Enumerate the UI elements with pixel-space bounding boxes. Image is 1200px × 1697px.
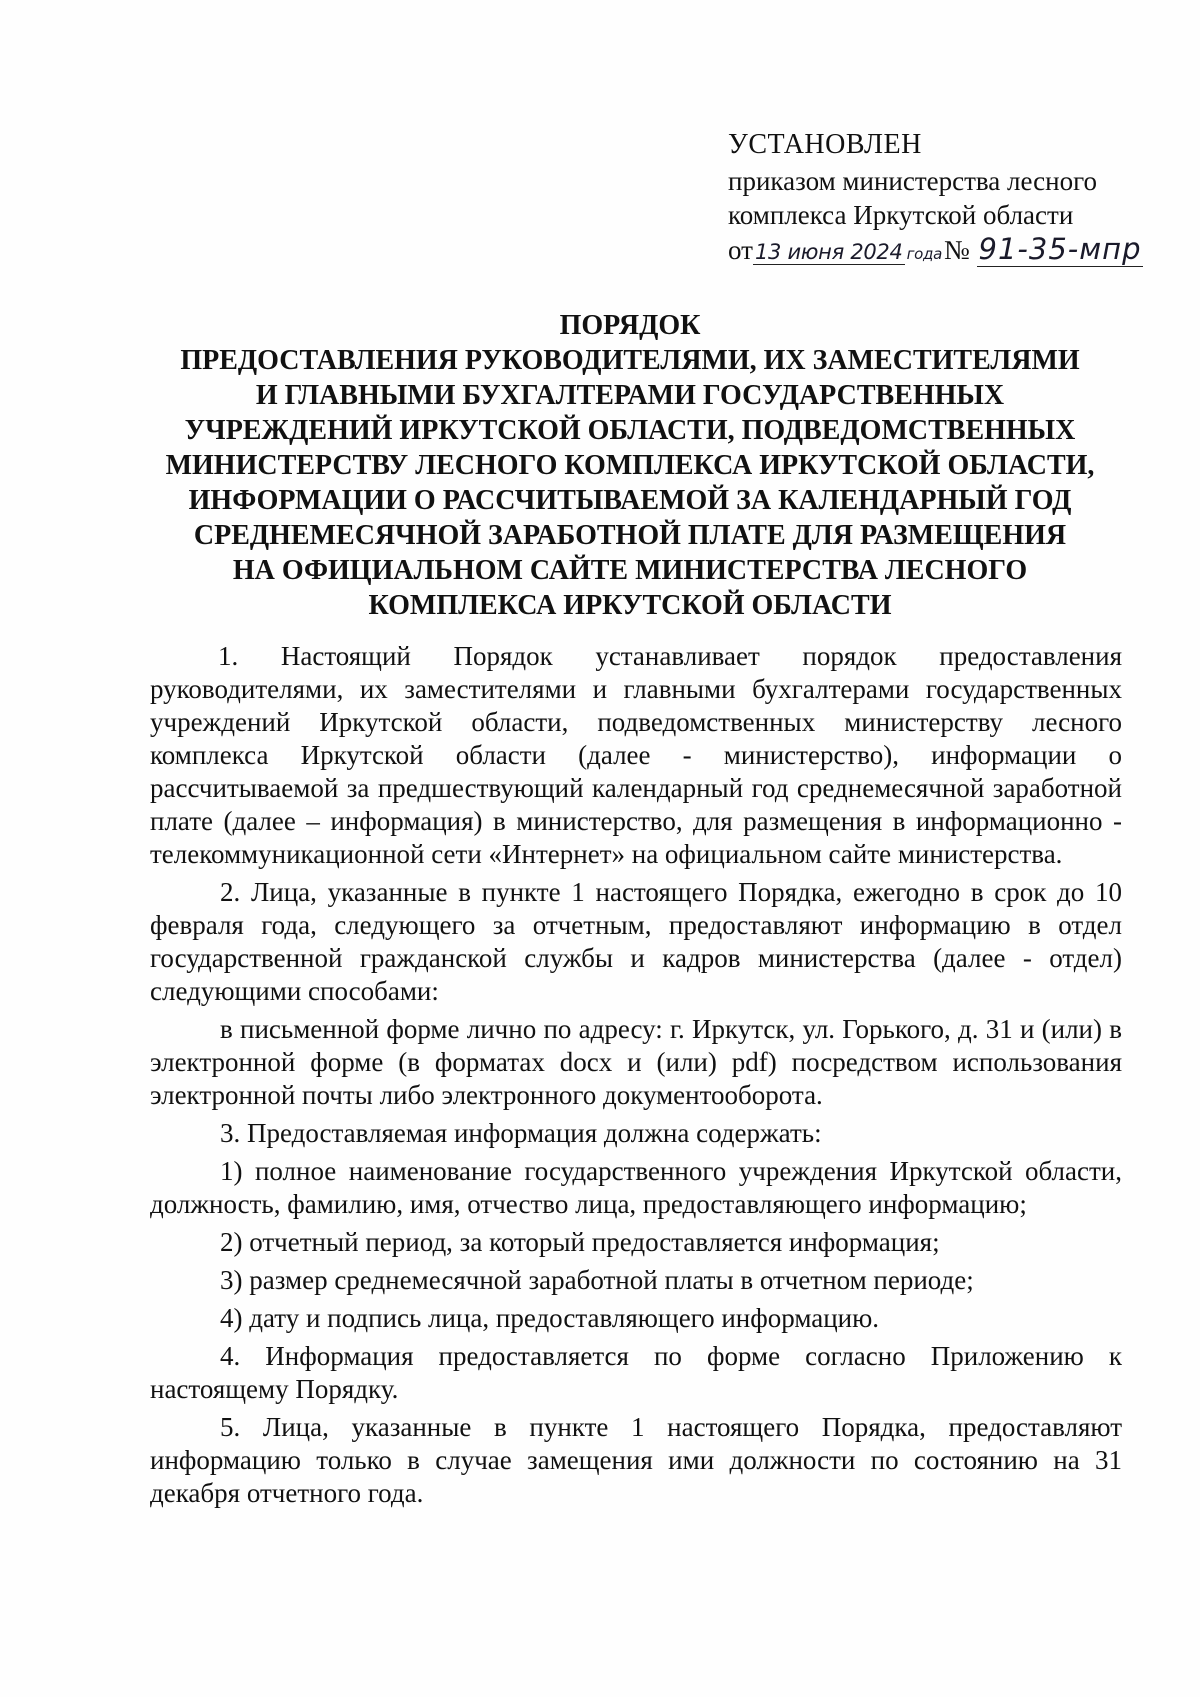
paragraph: 2) отчетный период, за который предоставляется информация; [220, 1227, 940, 1257]
paragraph: 3. Предоставляемая информация должна содержать: [220, 1118, 822, 1148]
paragraph: в письменной форме лично по адресу: г. Иркутск, ул. Горького, д. 31 и (или) в электронной форме (в форматах docx и (или) pdf) посредством использования электронной почты либо электронного документооборота. [150, 1014, 1122, 1110]
paragraph: 5. Лица, указанные в пункте 1 настоящего Порядка, предоставляют информацию только в случае замещения ими должности по состоянию на 31 декабря отчетного года. [150, 1412, 1122, 1508]
title-line: СРЕДНЕМЕСЯЧНОЙ ЗАРАБОТНОЙ ПЛАТЕ ДЛЯ РАЗМЕЩЕНИЯ [193, 520, 1067, 551]
document-body [150, 640, 1122, 1515]
document-title [140, 308, 1120, 623]
title-line: НА ОФИЦИАЛЬНОМ САЙТЕ МИНИСТЕРСТВА ЛЕСНОГО [232, 555, 1028, 586]
approval-line-2: комплекса Иркутской области [728, 200, 1074, 230]
approval-order-line [728, 232, 1168, 271]
handwritten-year-suffix: года [906, 245, 942, 263]
paragraph: 2. Лица, указанные в пункте 1 настоящего Порядка, ежегодно в срок до 10 февраля года, следующего за отчетным, предоставляют информацию в отдел государственной гражданской службы и кадров министерства (далее - отдел) следующими способами: [150, 877, 1122, 1006]
title-line: КОМПЛЕКСА ИРКУТСКОЙ ОБЛАСТИ [368, 590, 892, 621]
paragraph: 4) дату и подпись лица, предоставляющего информацию. [220, 1303, 880, 1333]
title-line: ПРЕДОСТАВЛЕНИЯ РУКОВОДИТЕЛЯМИ, ИХ ЗАМЕСТИТЕЛЯМИ [180, 345, 1080, 376]
title-line: И ГЛАВНЫМИ БУХГАЛТЕРАМИ ГОСУДАРСТВЕННЫХ [255, 380, 1005, 411]
title-line: МИНИСТЕРСТВУ ЛЕСНОГО КОМПЛЕКСА ИРКУТСКОЙ ОБЛАСТИ, [165, 450, 1095, 481]
title-line: ИНФОРМАЦИИ О РАССЧИТЫВАЕМОЙ ЗА КАЛЕНДАРНЫЙ ГОД [188, 485, 1072, 516]
approval-line-1: приказом министерства лесного [728, 166, 1097, 196]
title-line: ПОРЯДОК [559, 310, 701, 341]
handwritten-order-number: 91-35-мпр [978, 232, 1142, 266]
paragraph: 3) размер среднемесячной заработной платы в отчетном периоде; [220, 1265, 974, 1295]
approval-block [728, 128, 1168, 271]
paragraph: 4. Информация предоставляется по форме согласно Приложению к настоящему Порядку. [150, 1341, 1122, 1404]
number-sign: № [943, 235, 970, 265]
paragraph: 1) полное наименование государственного учреждения Иркутской области, должность, фамилию, имя, отчество лица, предоставляющего информацию; [150, 1156, 1122, 1219]
approval-heading: УСТАНОВЛЕН [728, 129, 922, 160]
approval-from-label: от [728, 235, 753, 265]
handwritten-order-date: 13 июня 2024 [754, 240, 903, 264]
paragraph: 1. Настоящий Порядок устанавливает порядок предоставления руководителями, их заместителями и главными бухгалтерами государственных учреждений Иркутской области, подведомственных министерству лесного комплекса Иркутской области (далее - министерство), информации о рассчитываемой за предшествующий календарный год среднемесячной заработной плате (далее – информация) в министерство, для размещения в информационно - телекоммуникационной сети «Интернет» на официальном сайте министерства. [150, 641, 1122, 869]
title-line: УЧРЕЖДЕНИЙ ИРКУТСКОЙ ОБЛАСТИ, ПОДВЕДОМСТВЕННЫХ [184, 415, 1076, 446]
